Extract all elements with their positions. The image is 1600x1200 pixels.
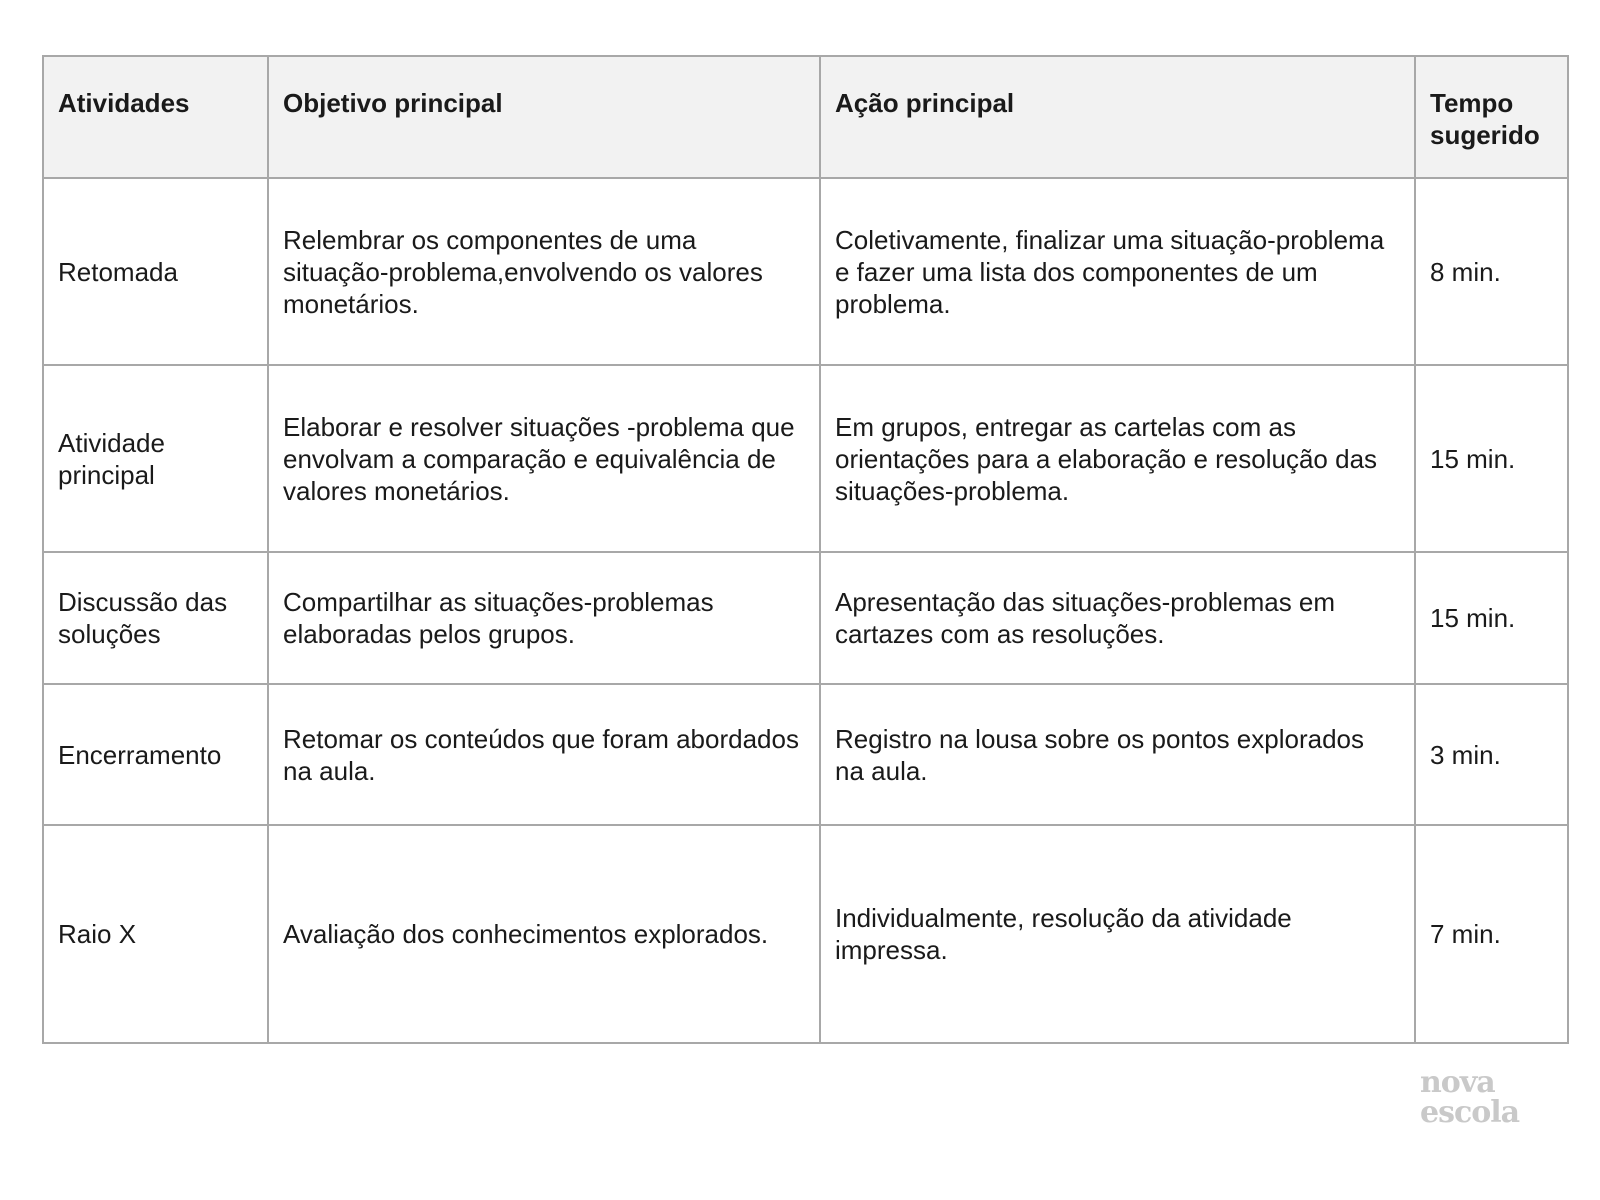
cell-objetivo: Compartilhar as situações-problemas elaboradas pelos grupos. [268, 552, 820, 684]
cell-tempo: 15 min. [1415, 365, 1568, 552]
cell-acao: Registro na lousa sobre os pontos explorados na aula. [820, 684, 1415, 825]
header-acao: Ação principal [820, 56, 1415, 178]
table-row [43, 825, 1568, 1043]
table-row [43, 684, 1568, 825]
table-row [43, 178, 1568, 365]
cell-acao: Individualmente, resolução da atividade impressa. [820, 825, 1415, 1043]
table-row [43, 552, 1568, 684]
logo-line-1: nova [1420, 1065, 1495, 1100]
cell-atividade: Atividade principal [43, 365, 268, 552]
header-objetivo: Objetivo principal [268, 56, 820, 178]
cell-atividade: Raio X [43, 825, 268, 1043]
cell-atividade: Discussão das soluções [43, 552, 268, 684]
cell-tempo: 8 min. [1415, 178, 1568, 365]
cell-acao: Apresentação das situações-problemas em cartazes com as resoluções. [820, 552, 1415, 684]
logo-line-2: escola [1420, 1095, 1520, 1130]
cell-objetivo: Relembrar os componentes de uma situação-problema,envolvendo os valores monetários. [268, 178, 820, 365]
cell-tempo: 7 min. [1415, 825, 1568, 1043]
cell-acao: Em grupos, entregar as cartelas com as orientações para a elaboração e resolução das situações-problema. [820, 365, 1415, 552]
cell-objetivo: Retomar os conteúdos que foram abordados na aula. [268, 684, 820, 825]
cell-objetivo: Avaliação dos conhecimentos explorados. [268, 825, 820, 1043]
header-atividades: Atividades [43, 56, 268, 178]
table-row [43, 365, 1568, 552]
table-header-row [43, 56, 1568, 178]
header-tempo: Tempo sugerido [1415, 56, 1568, 178]
cell-objetivo: Elaborar e resolver situações -problema que envolvam a comparação e equivalência de valores monetários. [268, 365, 820, 552]
cell-atividade: Encerramento [43, 684, 268, 825]
cell-tempo: 15 min. [1415, 552, 1568, 684]
cell-atividade: Retomada [43, 178, 268, 365]
cell-acao: Coletivamente, finalizar uma situação-problema e fazer uma lista dos componentes de um problema. [820, 178, 1415, 365]
lesson-plan-table [42, 55, 1569, 1044]
nova-escola-logo [1420, 1065, 1520, 1130]
cell-tempo: 3 min. [1415, 684, 1568, 825]
